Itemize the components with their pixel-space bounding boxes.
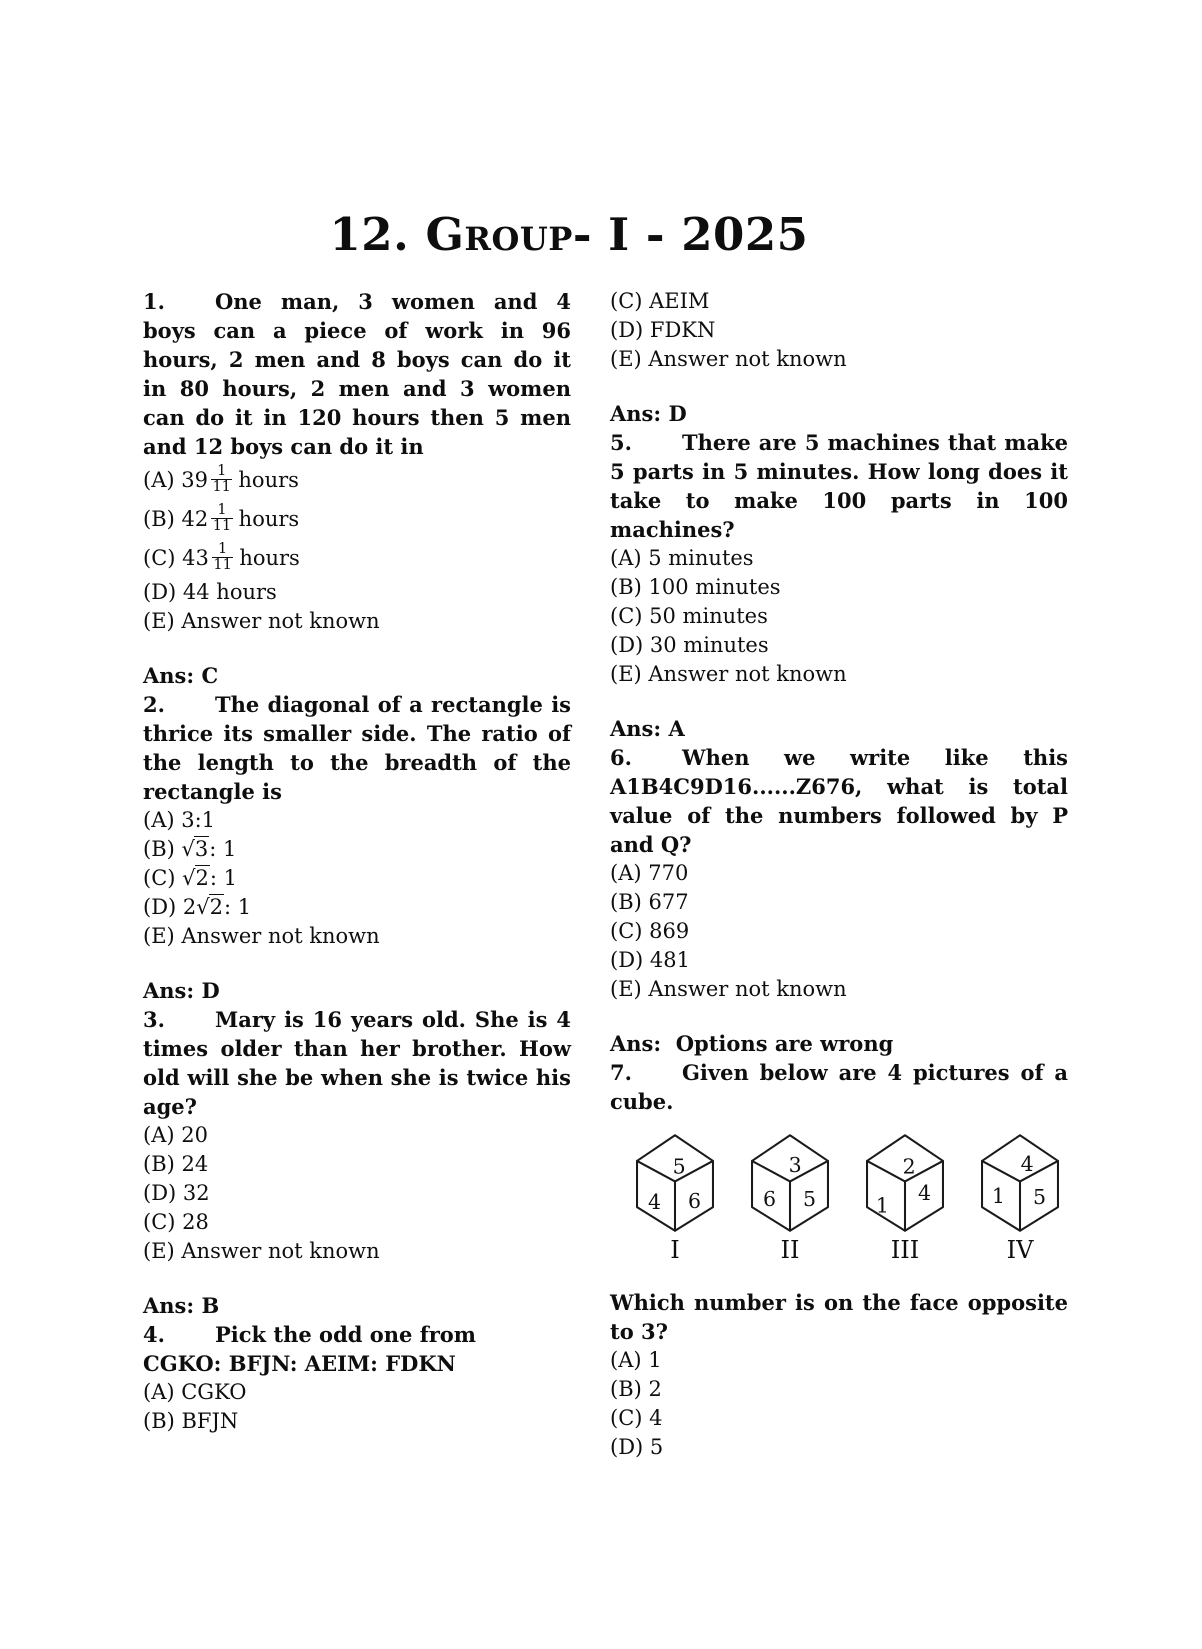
q2-option-d-prefix: (D) bbox=[143, 895, 183, 919]
cube-label-1: I bbox=[670, 1236, 680, 1264]
question-6-number: 6. bbox=[610, 745, 632, 770]
question-3-number: 3. bbox=[143, 1007, 165, 1032]
q1-option-e: (E) Answer not known bbox=[143, 609, 380, 633]
q6-option-e: (E) Answer not known bbox=[610, 977, 847, 1001]
sqrt-radicand: 2 bbox=[195, 866, 209, 890]
cube-picture-3 bbox=[866, 1134, 944, 1262]
q2-option-c-suffix: : 1 bbox=[209, 866, 238, 890]
question-4-number: 4. bbox=[143, 1322, 165, 1347]
cube3-top-face-number: 2 bbox=[902, 1154, 916, 1179]
question-3-text: Mary is 16 years old. She is 4 times older than her brother. How old will she be when she is twice his age? bbox=[143, 1007, 571, 1119]
sqrt-coefficient: 2 bbox=[182, 895, 197, 919]
sqrt-radicand: 3 bbox=[194, 837, 209, 861]
question-6 bbox=[610, 743, 1068, 859]
q5-option-d: (D) 30 minutes bbox=[610, 633, 769, 657]
fraction-numerator: 1 bbox=[217, 502, 227, 518]
cube-label-4: IV bbox=[1006, 1236, 1034, 1264]
q6-answer: Ans: Options are wrong bbox=[610, 1031, 894, 1056]
q3-option-d: (D) 32 bbox=[143, 1181, 210, 1205]
q4-option-d: (D) FDKN bbox=[610, 318, 716, 342]
cube1-left-face-number: 4 bbox=[647, 1190, 662, 1215]
fraction-numerator: 1 bbox=[217, 463, 227, 479]
q7-option-c: (C) 4 bbox=[610, 1406, 663, 1430]
q7-option-d: (D) 5 bbox=[610, 1435, 664, 1459]
cube4-right-face-number: 5 bbox=[1032, 1185, 1047, 1210]
q5-answer: Ans: A bbox=[610, 716, 685, 741]
question-6-text: When we write like this A1B4C9D16......Z676, what is total value of the numbers followed by P and Q? bbox=[610, 745, 1068, 857]
cube1-right-face-number: 6 bbox=[687, 1189, 702, 1214]
q1-option-b-suffix: hours bbox=[238, 507, 300, 531]
q2-option-b-prefix: (B) bbox=[143, 837, 182, 861]
page-title: 12. Group- I - 2025 bbox=[329, 208, 809, 261]
question-3 bbox=[143, 1005, 571, 1121]
q2-option-c bbox=[143, 864, 571, 893]
right-column bbox=[610, 287, 1068, 1462]
cube2-right-face-number: 5 bbox=[802, 1187, 817, 1212]
q4-option-c: (C) AEIM bbox=[610, 289, 710, 313]
cube-label-2: II bbox=[780, 1236, 800, 1264]
question-5 bbox=[610, 428, 1068, 544]
cube-picture-2 bbox=[751, 1134, 829, 1262]
fraction-numerator: 1 bbox=[217, 541, 228, 557]
question-7-followup: Which number is on the face opposite to 3? bbox=[610, 1290, 1068, 1344]
q3-answer: Ans: B bbox=[143, 1293, 220, 1318]
q6-option-c: (C) 869 bbox=[610, 919, 690, 943]
cube-drawing-2 bbox=[751, 1134, 829, 1232]
square-root bbox=[182, 865, 210, 890]
q2-option-a: (A) 3:1 bbox=[143, 808, 216, 832]
q2-option-d-suffix: : 1 bbox=[224, 895, 252, 919]
q3-option-e: (E) Answer not known bbox=[143, 1239, 380, 1263]
q1-option-a bbox=[143, 461, 571, 500]
question-1-number: 1. bbox=[143, 289, 165, 314]
q5-option-c: (C) 50 minutes bbox=[610, 604, 768, 628]
question-7-number: 7. bbox=[610, 1060, 632, 1085]
cube2-left-face-number: 6 bbox=[762, 1187, 777, 1212]
sqrt-sign: √ bbox=[181, 837, 194, 861]
question-2 bbox=[143, 690, 571, 806]
cube-drawing-4 bbox=[981, 1134, 1059, 1232]
q4-option-e: (E) Answer not known bbox=[610, 347, 847, 371]
q1-option-b bbox=[143, 500, 571, 539]
fraction bbox=[212, 542, 233, 573]
q5-option-a: (A) 5 minutes bbox=[610, 546, 754, 570]
cube-picture-4 bbox=[981, 1134, 1059, 1262]
q1-option-c-prefix: (C) 43 bbox=[143, 546, 209, 570]
q4-option-b: (B) BFJN bbox=[143, 1409, 239, 1433]
q5-option-e: (E) Answer not known bbox=[610, 662, 847, 686]
question-1-text: One man, 3 women and 4 boys can a piece of work in 96 hours, 2 men and 8 boys can do it in 80 hours, 2 men and 3 women can do it in 120 hours then 5 men and 12 boys can do it in bbox=[143, 289, 571, 459]
q2-option-d bbox=[143, 893, 571, 922]
fraction-denominator: 11 bbox=[212, 518, 232, 534]
fraction-denominator: 11 bbox=[213, 557, 232, 573]
cube-label-3: III bbox=[890, 1236, 920, 1264]
cube1-top-face-number: 5 bbox=[672, 1154, 686, 1179]
cube-figure bbox=[636, 1134, 1068, 1262]
q2-option-b-suffix: : 1 bbox=[209, 837, 237, 861]
q4-option-a: (A) CGKO bbox=[143, 1380, 247, 1404]
q1-answer: Ans: C bbox=[143, 663, 219, 688]
square-root bbox=[182, 836, 210, 861]
cube2-top-face-number: 3 bbox=[788, 1153, 802, 1178]
question-5-number: 5. bbox=[610, 430, 632, 455]
question-1 bbox=[143, 287, 571, 461]
cube-drawing-3 bbox=[866, 1134, 944, 1232]
q2-option-b bbox=[143, 835, 571, 864]
q6-option-d: (D) 481 bbox=[610, 948, 690, 972]
cube-picture-1 bbox=[636, 1134, 714, 1262]
fraction-denominator: 11 bbox=[212, 479, 231, 495]
q6-option-b: (B) 677 bbox=[610, 890, 689, 914]
question-7 bbox=[610, 1058, 1068, 1116]
sqrt-sign: √ bbox=[182, 866, 195, 890]
question-4 bbox=[143, 1320, 571, 1349]
q1-option-a-suffix: hours bbox=[238, 468, 299, 492]
q5-option-b: (B) 100 minutes bbox=[610, 575, 781, 599]
q3-option-c: (C) 28 bbox=[143, 1210, 209, 1234]
cube4-left-face-number: 1 bbox=[991, 1184, 1005, 1209]
question-5-text: There are 5 machines that make 5 parts in 5 minutes. How long does it take to make 100 parts in 100 machines? bbox=[610, 430, 1068, 542]
q2-option-c-prefix: (C) bbox=[143, 866, 183, 890]
two-column-layout bbox=[0, 287, 1202, 1462]
cube4-top-face-number: 4 bbox=[1020, 1152, 1034, 1177]
fraction bbox=[211, 464, 232, 495]
left-column bbox=[143, 287, 571, 1462]
q3-option-a: (A) 20 bbox=[143, 1123, 208, 1147]
q3-option-b: (B) 24 bbox=[143, 1152, 209, 1176]
q1-option-d: (D) 44 hours bbox=[143, 580, 277, 604]
question-2-number: 2. bbox=[143, 692, 165, 717]
fraction bbox=[211, 503, 232, 534]
q7-option-b: (B) 2 bbox=[610, 1377, 662, 1401]
square-root bbox=[183, 894, 224, 919]
question-4-text: Pick the odd one from bbox=[215, 1322, 477, 1347]
cube3-right-face-number: 4 bbox=[917, 1180, 932, 1205]
q7-option-a: (A) 1 bbox=[610, 1348, 662, 1372]
q6-option-a: (A) 770 bbox=[610, 861, 689, 885]
sqrt-radicand: 2 bbox=[209, 895, 224, 919]
q1-option-c-suffix: hours bbox=[239, 546, 300, 570]
sqrt-sign: √ bbox=[196, 895, 209, 919]
cube3-left-face-number: 1 bbox=[875, 1193, 889, 1218]
question-7-text: Given below are 4 pictures of a cube. bbox=[610, 1060, 1068, 1114]
question-4-text-line2: CGKO: BFJN: AEIM: FDKN bbox=[143, 1351, 456, 1376]
question-2-text: The diagonal of a rectangle is thrice its smaller side. The ratio of the length to the breadth of the rectangle is bbox=[143, 692, 571, 804]
q1-option-c bbox=[143, 539, 571, 578]
q4-answer: Ans: D bbox=[610, 401, 687, 426]
q1-option-a-prefix: (A) 39 bbox=[143, 468, 208, 492]
cube-drawing-1 bbox=[636, 1134, 714, 1232]
q2-option-e: (E) Answer not known bbox=[143, 924, 380, 948]
q2-answer: Ans: D bbox=[143, 978, 220, 1003]
q1-option-b-prefix: (B) 42 bbox=[143, 507, 209, 531]
